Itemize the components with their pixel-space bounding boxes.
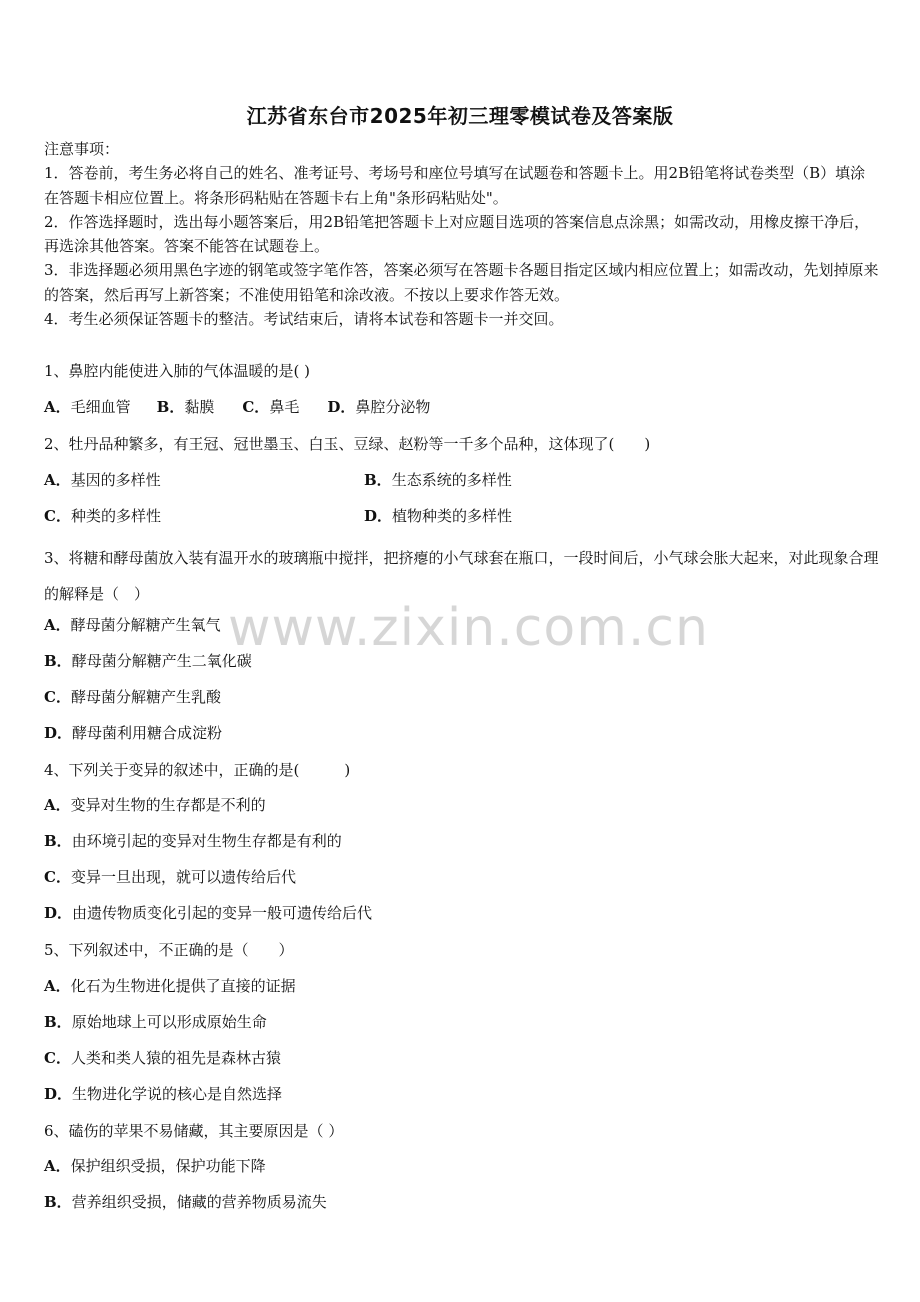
option-a: A．变异对生物的生存都是不利的	[44, 796, 266, 814]
notice-heading: 注意事项：	[44, 140, 120, 158]
watermark: www.zixin.com.cn	[228, 598, 709, 658]
option-d: D．生物进化学说的核心是自然选择	[44, 1085, 283, 1103]
option-d: D．酵母菌利用糖合成淀粉	[44, 724, 223, 742]
notice-item: 4．考生必须保证答题卡的整洁。考试结束后，请将本试卷和答题卡一并交回。	[44, 310, 564, 329]
option-b: B．由环境引起的变异对生物生存都是有利的	[44, 832, 342, 850]
question-stem: 1、鼻腔内能使进入肺的气体温暖的是( )	[44, 362, 311, 380]
question-stem: 2、牡丹品种繁多，有王冠、冠世墨玉、白玉、豆绿、赵粉等一千多个品种，这体现了( )	[44, 435, 651, 453]
option-a: A．化石为生物进化提供了直接的证据	[44, 977, 296, 995]
option-c: C．鼻毛	[242, 398, 300, 416]
option-c: C．人类和类人猿的祖先是森林古猿	[44, 1049, 281, 1067]
option-b: B．黏膜	[156, 398, 215, 416]
page-title: 江苏省东台市2025年初三理零模试卷及答案版	[246, 104, 674, 128]
option-b: B．酵母菌分解糖产生二氧化碳	[44, 652, 252, 670]
notice-item: 2．作答选择题时，选出每小题答案后，用2B铅笔把答题卡上对应题目选项的答案信息点涂黑；如需改动，用橡皮擦干净后，再选涂其他答案。答案不能答在试题卷上。	[44, 212, 870, 256]
option-d: D．鼻腔分泌物	[327, 398, 431, 416]
notice-section	[44, 137, 880, 331]
option-c: C．酵母菌分解糖产生乳酸	[44, 688, 221, 706]
option-row	[44, 397, 430, 417]
question-stem: 5、下列叙述中，不正确的是（ ）	[44, 941, 294, 959]
option-b: B．生态系统的多样性	[364, 471, 512, 489]
option-d: D．植物种类的多样性	[364, 507, 513, 525]
notice-item: 3．非选择题必须用黑色字迹的钢笔或签字笔作答，答案必须写在答题卡各题目指定区域内相应位置上；如需改动，先划掉原来的答案，然后再写上新答案；不准使用铅笔和涂改液。不按以上要求作答无效。	[44, 261, 879, 304]
question-stem: 4、下列关于变异的叙述中，正确的是( )	[44, 761, 351, 779]
option-d: D．由遗传物质变化引起的变异一般可遗传给后代	[44, 904, 373, 922]
option-a: A．毛细血管	[44, 398, 131, 416]
option-a: A．酵母菌分解糖产生氧气	[44, 616, 221, 634]
option-b: B．原始地球上可以形成原始生命	[44, 1013, 267, 1031]
question-stem: 6、磕伤的苹果不易储藏，其主要原因是（ ）	[44, 1122, 344, 1140]
option-c: C．变异一旦出现，就可以遗传给后代	[44, 868, 296, 886]
notice-item: 1．答卷前，考生务必将自己的姓名、准考证号、考场号和座位号填写在试题卷和答题卡上。用2B铅笔将试卷类型（B）填涂在答题卡相应位置上。将条形码粘贴在答题卡右上角"条形码粘贴处"。	[44, 164, 866, 207]
option-c: C．种类的多样性	[44, 507, 161, 525]
option-a: A．基因的多样性	[44, 471, 161, 489]
option-b: B．营养组织受损，储藏的营养物质易流失	[44, 1193, 327, 1211]
option-a: A．保护组织受损，保护功能下降	[44, 1157, 266, 1175]
question-stem: 3、将糖和酵母菌放入装有温开水的玻璃瓶中搅拌，把挤瘪的小气球套在瓶口，一段时间后，小气球会胀大起来，对此现象合理的解释是（ ）	[44, 549, 879, 603]
